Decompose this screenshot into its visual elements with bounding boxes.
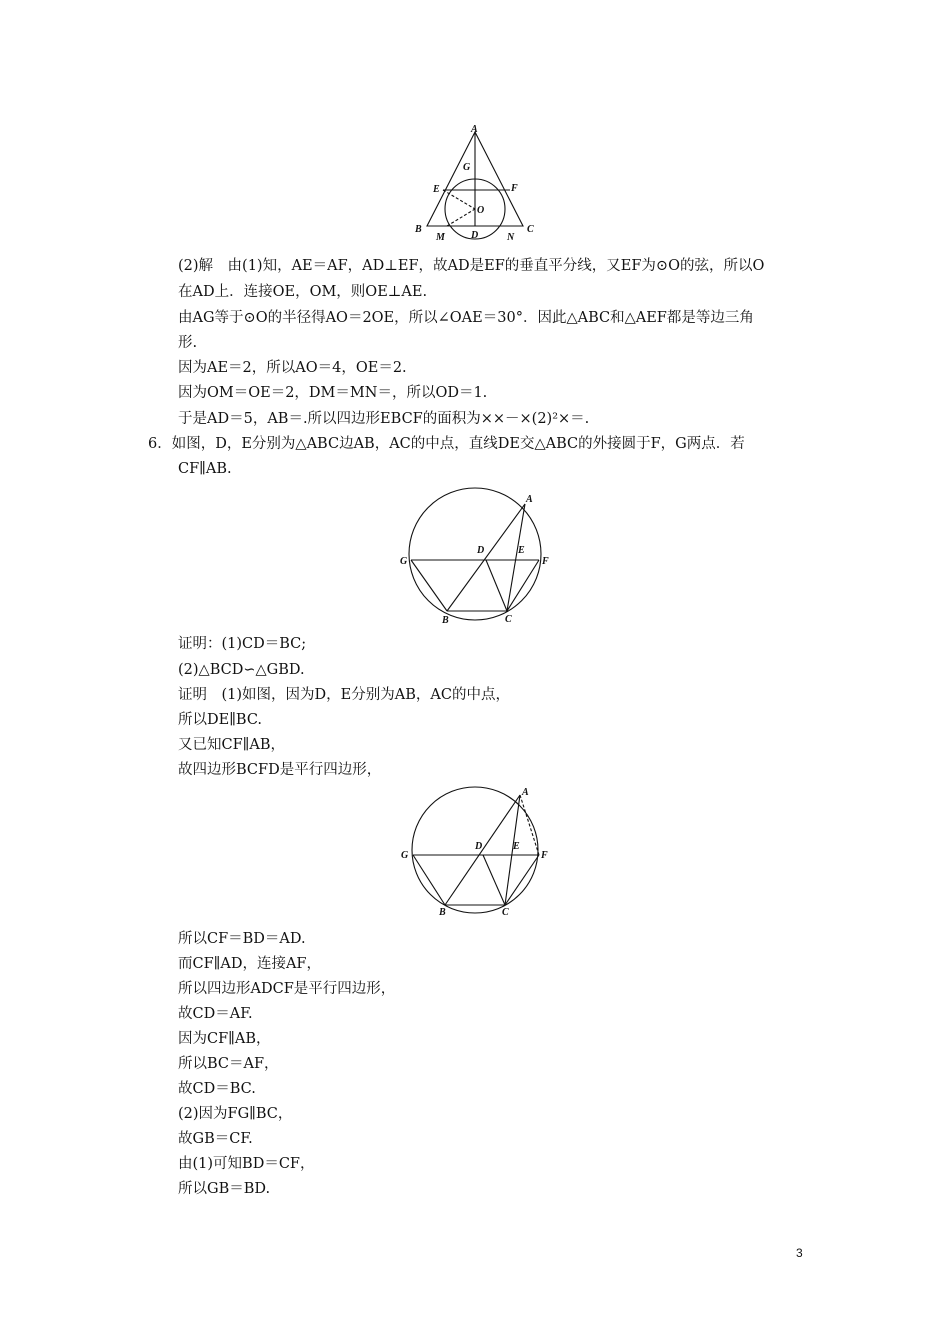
text-line: 由AG等于⊙O的半径得AO＝2OE，所以∠OAE＝30°．因此△ABC和△AEF都是等边三角 <box>178 310 754 326</box>
label-O: O <box>477 205 485 216</box>
text-line: 又已知CF∥AB， <box>178 737 285 753</box>
text-line: 形. <box>178 335 198 351</box>
label-E: E <box>433 184 440 195</box>
label-C: C <box>527 224 534 235</box>
figure-circle-triangle-2 <box>395 784 555 924</box>
text-line: 所以CF＝BD＝AD. <box>178 931 306 947</box>
label-F: F <box>541 850 548 861</box>
label-N: N <box>507 232 515 243</box>
text-line: 证明：(1)CD＝BC; <box>178 636 307 652</box>
label-A: A <box>522 787 529 798</box>
figure-triangle-circle <box>405 122 555 246</box>
label-G: G <box>400 556 408 567</box>
label-A: A <box>471 124 478 135</box>
text-line: 所以DE∥BC. <box>178 712 263 728</box>
text-line: 故四边形BCFD是平行四边形， <box>178 762 382 778</box>
text-line: 所以BC＝AF， <box>178 1056 279 1072</box>
text-line: 在AD上．连接OE，OM，则OE⊥AE. <box>178 284 428 300</box>
text-line: 所以四边形ADCF是平行四边形， <box>178 981 396 997</box>
text-line: 因为CF∥AB， <box>178 1031 271 1047</box>
label-G: G <box>463 162 471 173</box>
text-line: 故CD＝BC. <box>178 1081 256 1097</box>
label-F: F <box>511 183 518 194</box>
text-line: 由(1)可知BD＝CF， <box>178 1156 315 1172</box>
text-line: 因为OM＝OE＝2，DM＝MN＝，所以OD＝1. <box>178 385 488 401</box>
label-F: F <box>542 556 549 567</box>
label-B: B <box>439 907 446 918</box>
label-D: D <box>475 841 483 852</box>
text-line: 于是AD＝5，AB＝.所以四边形EBCF的面积为××－×(2)²×＝. <box>178 411 590 427</box>
text-line: (2)解 由(1)知，AE＝AF，AD⊥EF，故AD是EF的垂直平分线，又EF为⊙O的弦，所以O <box>178 258 765 274</box>
text-line: 所以GB＝BD. <box>178 1181 271 1197</box>
label-E: E <box>518 545 525 556</box>
text-line: (2)△BCD∽△GBD. <box>178 662 305 678</box>
label-G: G <box>401 850 409 861</box>
text-line: 故GB＝CF. <box>178 1131 253 1147</box>
text-line: 故CD＝AF. <box>178 1006 253 1022</box>
label-C: C <box>505 614 512 625</box>
text-line: CF∥AB. <box>178 461 232 477</box>
page-number: 3 <box>796 1246 803 1260</box>
label-B: B <box>442 615 449 626</box>
label-M: M <box>436 232 445 243</box>
label-A: A <box>526 494 533 505</box>
text-line: 而CF∥AD，连接AF， <box>178 956 321 972</box>
problem-6-line: 6．如图，D，E分别为△ABC边AB，AC的中点，直线DE交△ABC的外接圆于F，G两点．若 <box>148 436 745 452</box>
label-D: D <box>471 230 479 241</box>
text-line: 证明 (1)如图，因为D，E分别为AB，AC的中点， <box>178 687 510 703</box>
label-B: B <box>415 224 422 235</box>
label-D: D <box>477 545 485 556</box>
label-E: E <box>513 841 520 852</box>
text-line: (2)因为FG∥BC， <box>178 1106 293 1122</box>
text-line: 因为AE＝2，所以AO＝4，OE＝2. <box>178 360 407 376</box>
label-C: C <box>502 907 509 918</box>
figure-circle-triangle-1 <box>395 486 555 626</box>
